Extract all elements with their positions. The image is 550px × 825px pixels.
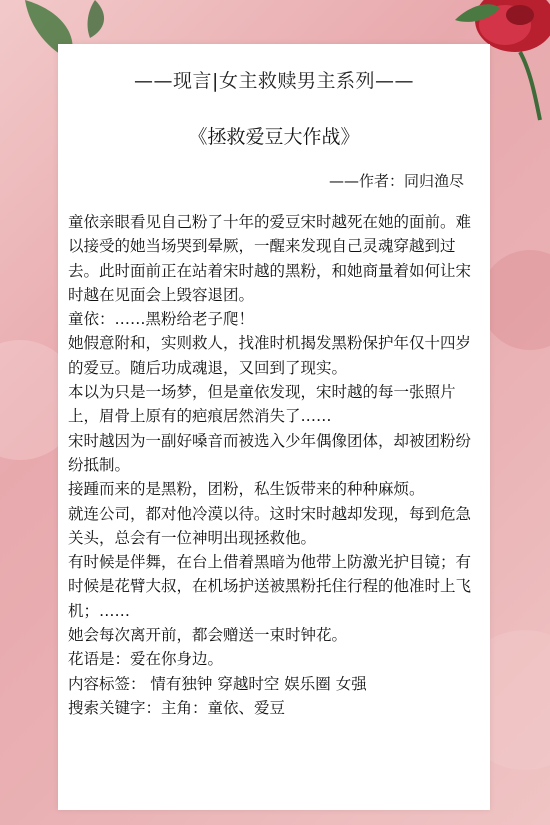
paragraph: 有时候是伴舞，在台上借着黑暗为他带上防激光护目镜；有时候是花臂大叔，在机场护送被黑粉托住行程的他准时上飞机；…… [68,553,472,620]
paragraph: 宋时越因为一副好嗓音而被选入少年偶像团体，却被团粉纷纷抵制。 [68,431,472,474]
book-title: 《拯救爱豆大作战》 [188,126,360,148]
paragraph: 她假意附和，实则救人，找准时机揭发黑粉保护年仅十四岁的爱豆。随后功成魂退，又回到了现实。 [68,334,472,377]
paragraph: 接踵而来的是黑粉，团粉，私生饭带来的种种麻烦。 [68,480,425,499]
paragraph: 本以为只是一场梦，但是童依发现，宋时越的每一张照片上，眉骨上原有的疤痕居然消失了…… [68,383,456,426]
author-line: ——作者：同归渔尽 [328,172,464,190]
series-title: ——现言|女主救赎男主系列—— [134,70,414,92]
paragraph: 童依亲眼看见自己粉了十年的爱豆宋时越死在她的面前。难以接受的她当场哭到晕厥，一醒来发现自己灵魂穿越到过去。此时面前正在站着宋时越的黑粉，和她商量着如何让宋时越在见面会上毁容退团。 [68,213,472,304]
synopsis-body [68,210,484,720]
content-tags: 内容标签： 情有独钟 穿越时空 娱乐圈 女强 [68,674,367,693]
search-keywords: 搜索关键字：主角：童依、爱豆 [68,698,286,717]
paragraph: 她会每次离开前，都会赠送一束时钟花。 [68,626,348,645]
paragraph: 童依：……黑粉给老子爬！ [68,310,255,329]
paragraph: 花语是：爱在你身边。 [68,650,224,669]
synopsis-card [58,44,490,810]
paragraph: 就连公司，都对他冷漠以待。这时宋时越却发现，每到危急关头，总会有一位神明出现拯救他。 [68,504,472,547]
